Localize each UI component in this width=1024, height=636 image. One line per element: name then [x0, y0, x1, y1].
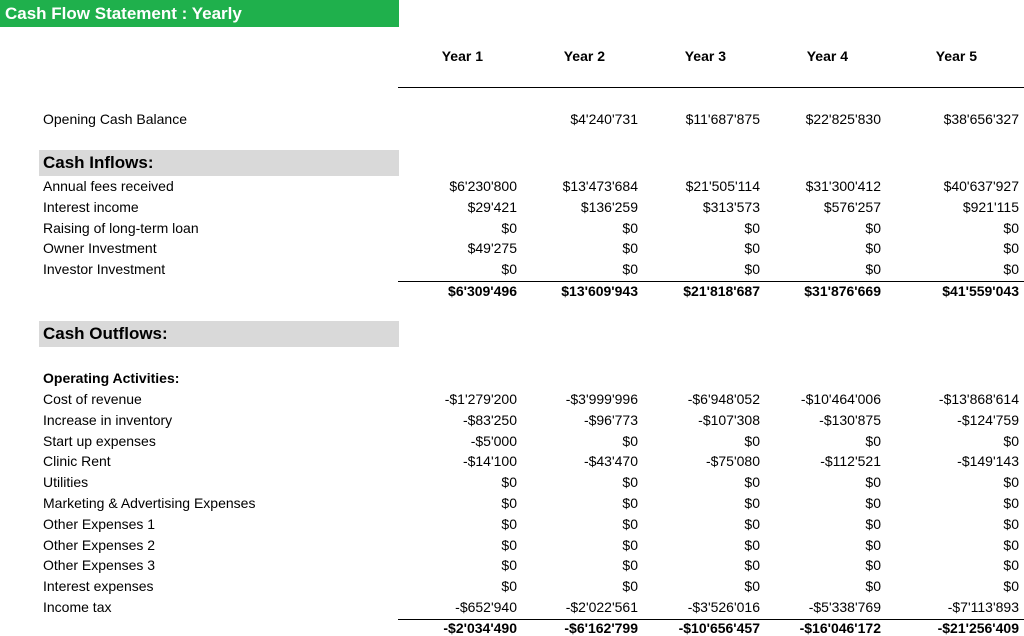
outflow-row-value: $0	[622, 495, 638, 511]
inflow-row-value: $0	[622, 240, 638, 257]
outflow-row-value: -$124'759	[957, 411, 1019, 428]
outflow-row-value: -$652'940	[455, 599, 517, 615]
outflow-row-value: $0	[622, 536, 638, 553]
outflow-row-value: $0	[744, 474, 760, 491]
outflow-row-value: -$10'464'006	[800, 391, 881, 407]
inflow-row-value: $6'230'800	[449, 178, 517, 194]
inflow-total-value: $6'309'496	[448, 283, 517, 299]
outflow-row-value: $0	[1003, 557, 1019, 574]
outflow-total-value: -$2'034'490	[443, 620, 517, 636]
outflow-row-value: $0	[1003, 578, 1019, 595]
outflow-row-value: $0	[744, 515, 760, 532]
inflow-row-value: $313'573	[702, 198, 760, 215]
outflow-row-label: Other Expenses 3	[43, 557, 156, 574]
inflow-row-value: $0	[622, 219, 638, 236]
outflow-row-value: -$5'338'769	[808, 599, 881, 615]
outflow-row-value: -$107'308	[698, 411, 760, 428]
inflow-row-value: $0	[1003, 261, 1019, 278]
outflow-row-value: $0	[622, 432, 638, 449]
outflow-row-label: Start up expenses	[43, 432, 156, 449]
outflow-row-value: $0	[865, 474, 881, 491]
outflow-row-label: Income tax	[43, 599, 112, 615]
inflow-row-value: $29'421	[467, 198, 517, 215]
outflow-row-value: $0	[865, 515, 881, 532]
inflow-row-value: $0	[501, 261, 517, 278]
outflow-row-value: $0	[501, 474, 517, 491]
outflow-row-value: $0	[1003, 432, 1019, 449]
outflow-row-label: Clinic Rent	[43, 453, 111, 470]
inflow-row-value: $0	[744, 240, 760, 257]
inflow-row-value: $0	[744, 261, 760, 278]
outflow-row-label: Utilities	[43, 474, 89, 491]
inflow-row-value: $0	[865, 219, 881, 236]
inflow-row-value: $13'473'684	[562, 178, 638, 194]
outflow-row-value: $0	[501, 515, 517, 532]
outflow-row-value: $0	[744, 557, 760, 574]
inflow-row-label: Interest income	[43, 198, 139, 215]
outflow-row-value: $0	[865, 495, 881, 511]
outflow-row-value: $0	[865, 432, 881, 449]
inflow-row-value: $0	[1003, 240, 1019, 257]
inflow-row-label: Owner Investment	[43, 240, 157, 257]
opening-balance-value: $22'825'830	[805, 111, 881, 127]
outflow-row-value: $0	[622, 474, 638, 491]
cash-inflows-header: Cash Inflows:	[39, 150, 399, 176]
column-header-year-4: Year 4	[806, 48, 848, 64]
column-header-year-1: Year 1	[441, 48, 483, 64]
outflow-row-value: -$7'113'893	[947, 599, 1019, 615]
outflow-row-value: -$3'999'996	[565, 391, 638, 407]
inflow-row-value: $921'115	[962, 198, 1019, 215]
outflow-row-value: $0	[744, 536, 760, 553]
inflow-total-rule	[398, 281, 1024, 282]
inflow-row-value: $0	[865, 261, 881, 278]
outflow-row-value: -$83'250	[462, 411, 517, 428]
inflow-row-value: $49'275	[467, 240, 517, 257]
outflow-row-value: -$130'875	[819, 411, 881, 428]
outflow-row-value: -$5'000	[470, 432, 517, 449]
outflow-row-value: -$112'521	[820, 453, 881, 470]
outflow-row-value: -$14'100	[462, 453, 517, 470]
inflow-row-label: Annual fees received	[43, 178, 174, 194]
outflow-row-label: Interest expenses	[43, 578, 154, 595]
inflow-row-label: Investor Investment	[43, 261, 166, 278]
outflow-row-label: Marketing & Advertising Expenses	[43, 495, 256, 511]
column-header-year-5: Year 5	[935, 48, 977, 64]
header-rule	[398, 87, 1024, 88]
opening-balance-value: $4'240'731	[570, 111, 638, 127]
inflow-total-value: $21'818'687	[683, 283, 760, 299]
outflow-row-value: $0	[1003, 495, 1019, 511]
inflow-row-value: $31'300'412	[805, 178, 881, 194]
opening-balance-label: Opening Cash Balance	[43, 111, 187, 127]
outflow-row-value: $0	[865, 557, 881, 574]
outflow-row-value: $0	[1003, 536, 1019, 553]
inflow-row-value: $40'637'927	[943, 178, 1019, 194]
outflow-row-value: -$96'773	[583, 411, 638, 428]
outflow-row-value: -$75'080	[705, 453, 760, 470]
outflow-row-value: -$149'143	[957, 453, 1019, 470]
outflow-total-value: -$6'162'799	[564, 620, 638, 636]
outflow-row-value: -$13'868'614	[938, 391, 1019, 407]
inflow-row-value: $21'505'114	[685, 178, 760, 194]
outflow-row-label: Cost of revenue	[43, 391, 142, 407]
outflow-row-value: $0	[622, 578, 638, 595]
outflow-row-value: $0	[744, 432, 760, 449]
outflow-row-value: $0	[1003, 515, 1019, 532]
outflow-row-value: $0	[1003, 474, 1019, 491]
outflow-row-value: $0	[622, 557, 638, 574]
outflow-row-value: $0	[744, 578, 760, 595]
outflow-row-value: $0	[622, 515, 638, 532]
column-header-year-3: Year 3	[684, 48, 726, 64]
column-header-year-2: Year 2	[563, 48, 605, 64]
outflow-row-value: -$3'526'016	[687, 599, 760, 615]
inflow-row-value: $0	[1003, 219, 1019, 236]
outflow-row-label: Increase in inventory	[43, 411, 173, 428]
outflow-row-value: $0	[865, 578, 881, 595]
inflow-row-value: $576'257	[823, 198, 881, 215]
outflow-row-value: -$2'022'561	[565, 599, 638, 615]
outflow-total-value: -$21'256'409	[937, 620, 1019, 636]
inflow-row-value: $0	[865, 240, 881, 257]
cash-outflows-header: Cash Outflows:	[39, 321, 399, 347]
inflow-row-label: Raising of long-term loan	[43, 219, 199, 236]
outflow-row-value: $0	[501, 536, 517, 553]
inflow-total-value: $13'609'943	[561, 283, 638, 299]
outflow-total-value: -$16'046'172	[799, 620, 881, 636]
inflow-row-value: $0	[622, 261, 638, 278]
outflow-total-value: -$10'656'457	[678, 620, 760, 636]
inflow-row-value: $0	[744, 219, 760, 236]
outflow-row-value: -$43'470	[583, 453, 638, 470]
outflow-row-value: $0	[744, 495, 760, 511]
outflow-row-label: Other Expenses 2	[43, 536, 156, 553]
outflow-row-value: -$6'948'052	[687, 391, 760, 407]
opening-balance-value: $38'656'327	[943, 111, 1019, 127]
sheet-title: Cash Flow Statement : Yearly	[0, 0, 399, 27]
outflow-row-value: -$1'279'200	[444, 391, 517, 407]
inflow-row-value: $0	[501, 219, 517, 236]
inflow-row-value: $136'259	[580, 198, 638, 215]
operating-activities-header: Operating Activities:	[43, 370, 180, 386]
inflow-total-value: $31'876'669	[804, 283, 881, 299]
outflow-row-value: $0	[865, 536, 881, 553]
outflow-row-value: $0	[501, 495, 517, 511]
opening-balance-value: $11'687'875	[685, 111, 760, 127]
inflow-total-value: $41'559'043	[942, 283, 1019, 299]
outflow-row-value: $0	[501, 557, 517, 574]
outflow-row-value: $0	[501, 578, 517, 595]
outflow-row-label: Other Expenses 1	[43, 515, 156, 532]
